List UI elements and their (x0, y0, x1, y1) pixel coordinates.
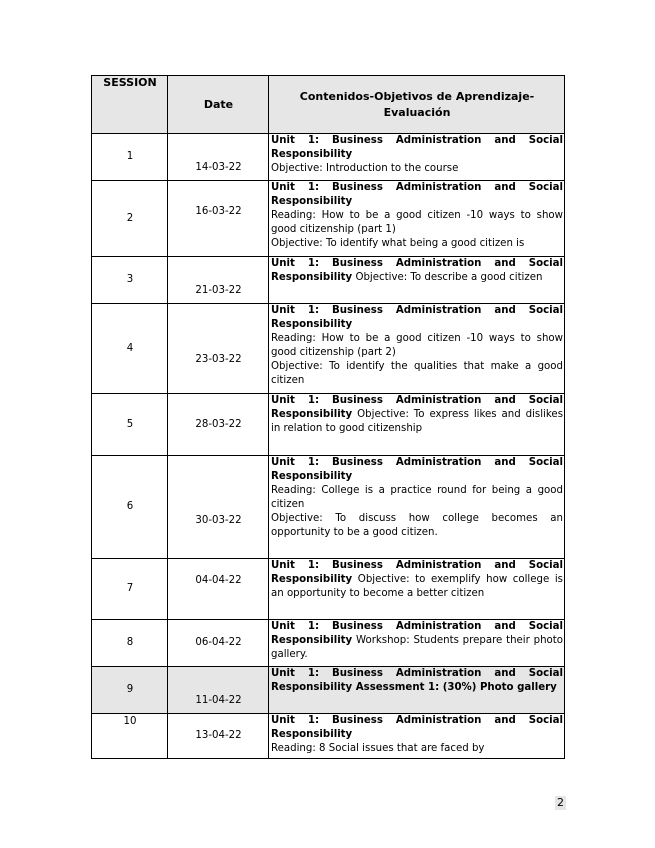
content-inline: Workshop: Students prepare their photo gallery. (271, 635, 563, 660)
session-date: 30-03-22 (168, 456, 269, 559)
session-number: 10 (92, 714, 168, 759)
unit-title: Unit 1: Business Administration and Social Responsibility (271, 457, 563, 482)
content-line: Objective: To identify what being a good citizen is (271, 238, 525, 249)
table-row (92, 620, 565, 667)
table-row (92, 304, 565, 394)
table-row (92, 394, 565, 456)
content-line: Objective: To identify the qualities that make a good citizen (271, 361, 563, 386)
session-content (269, 304, 565, 394)
session-date: 06-04-22 (168, 620, 269, 667)
session-content (269, 181, 565, 257)
content-line: Reading: College is a practice round for being a good citizen (271, 485, 563, 510)
session-content (269, 559, 565, 620)
session-number: 3 (92, 257, 168, 304)
session-date: 04-04-22 (168, 559, 269, 620)
session-number: 5 (92, 394, 168, 456)
table-row (92, 667, 565, 714)
session-date: 21-03-22 (168, 257, 269, 304)
table-row (92, 181, 565, 257)
table-row (92, 714, 565, 759)
unit-title: Unit 1: Business Administration and Social Responsibility Assessment 1: (30%) Photo gallery (271, 668, 563, 693)
session-date: 11-04-22 (168, 667, 269, 714)
unit-title: Unit 1: Business Administration and Social Responsibility (271, 182, 563, 207)
session-content (269, 620, 565, 667)
unit-title: Unit 1: Business Administration and Social Responsibility (271, 135, 563, 160)
session-content (269, 394, 565, 456)
session-content (269, 714, 565, 759)
unit-title: Unit 1: Business Administration and Social Responsibility (271, 560, 563, 585)
session-number: 6 (92, 456, 168, 559)
content-line: Objective: Introduction to the course (271, 163, 459, 174)
session-date: 16-03-22 (168, 181, 269, 257)
content-inline: Objective: To express likes and dislikes in relation to good citizenship (271, 409, 563, 434)
session-content (269, 456, 565, 559)
table-row (92, 559, 565, 620)
header-row (92, 76, 565, 134)
content-inline: Objective: to exemplify how college is an opportunity to become a better citizen (271, 574, 563, 599)
session-number: 2 (92, 181, 168, 257)
header-content: Contenidos-Objetivos de Aprendizaje-Evaluación (269, 76, 565, 134)
session-number: 8 (92, 620, 168, 667)
content-line: Objective: To discuss how college becomes an opportunity to be a good citizen. (271, 513, 563, 538)
table-row (92, 456, 565, 559)
page-number: 2 (557, 796, 564, 809)
header-date: Date (168, 76, 269, 134)
session-date: 23-03-22 (168, 304, 269, 394)
session-number: 1 (92, 134, 168, 181)
session-number: 4 (92, 304, 168, 394)
table-row (92, 134, 565, 181)
schedule-table (91, 75, 565, 759)
header-session: SESSION (92, 76, 168, 134)
unit-title: Unit 1: Business Administration and Social Responsibility (271, 305, 563, 330)
content-line: Reading: 8 Social issues that are faced by (271, 743, 485, 754)
unit-title: Unit 1: Business Administration and Social Responsibility (271, 258, 563, 283)
content-line: Reading: How to be a good citizen -10 ways to show good citizenship (part 2) (271, 333, 563, 358)
session-date: 14-03-22 (168, 134, 269, 181)
session-number: 9 (92, 667, 168, 714)
unit-title: Unit 1: Business Administration and Social Responsibility (271, 715, 563, 740)
session-content (269, 667, 565, 714)
unit-title: Unit 1: Business Administration and Social Responsibility (271, 395, 563, 420)
session-number: 7 (92, 559, 168, 620)
content-line: Reading: How to be a good citizen -10 ways to show good citizenship (part 1) (271, 210, 563, 235)
session-date: 28-03-22 (168, 394, 269, 456)
session-content (269, 257, 565, 304)
table-row (92, 257, 565, 304)
content-inline: Objective: To describe a good citizen (352, 272, 543, 283)
session-content (269, 134, 565, 181)
session-date: 13-04-22 (168, 714, 269, 759)
unit-title: Unit 1: Business Administration and Social Responsibility (271, 621, 563, 646)
